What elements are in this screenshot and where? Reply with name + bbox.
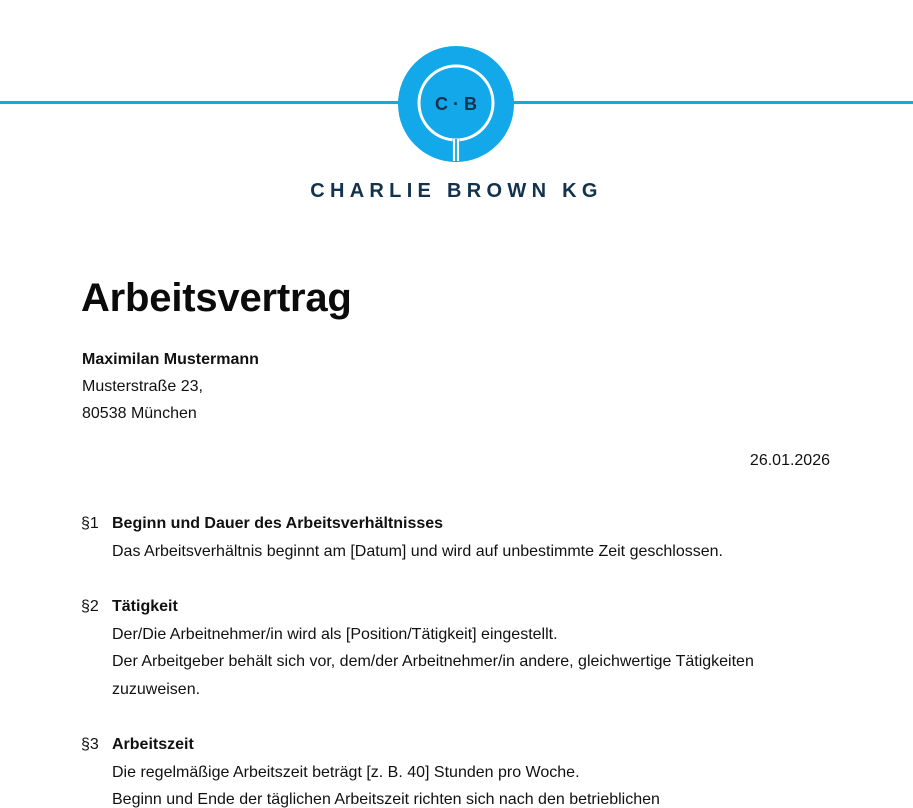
section-body	[81, 538, 841, 566]
company-name: CHARLIE BROWN KG	[310, 180, 603, 202]
section-number: §3	[81, 736, 99, 753]
section-line: Die regelmäßige Arbeitszeit beträgt [z. B. 40] Stunden pro Woche.	[112, 763, 580, 781]
section-line: Das Arbeitsverhältnis beginnt am [Datum] und wird auf unbestimmte Zeit geschlossen.	[112, 542, 723, 560]
section-line: Der/Die Arbeitnehmer/in wird als [Position/Tätigkeit] eingestellt.	[112, 625, 558, 643]
section-line: Der Arbeitgeber behält sich vor, dem/der Arbeitnehmer/in andere, gleichwertige Tätigkeiten zuzuweisen.	[112, 653, 754, 698]
section-2	[81, 593, 841, 703]
section-title: Tätigkeit	[112, 598, 178, 615]
recipient-address	[82, 346, 259, 427]
logo-initials: C · B	[435, 94, 477, 114]
section-title: Arbeitszeit	[112, 736, 194, 753]
section-body	[81, 759, 841, 808]
section-line: Beginn und Ende der täglichen Arbeitszeit richten sich nach den betrieblichen	[112, 791, 660, 808]
section-1	[81, 510, 841, 565]
document-title: Arbeitsvertrag	[81, 276, 352, 320]
recipient-city: 80538 München	[82, 405, 197, 422]
logo-emblem-icon	[396, 44, 516, 164]
company-logo	[396, 44, 516, 164]
section-3	[81, 731, 841, 808]
section-number: §2	[81, 598, 99, 615]
document-date: 26.01.2026	[749, 452, 830, 469]
recipient-street: Musterstraße 23,	[82, 378, 203, 395]
section-body	[81, 621, 841, 704]
recipient-name: Maximilan Mustermann	[82, 351, 259, 368]
section-number: §1	[81, 515, 99, 532]
section-title: Beginn und Dauer des Arbeitsverhältnisses	[112, 515, 444, 532]
